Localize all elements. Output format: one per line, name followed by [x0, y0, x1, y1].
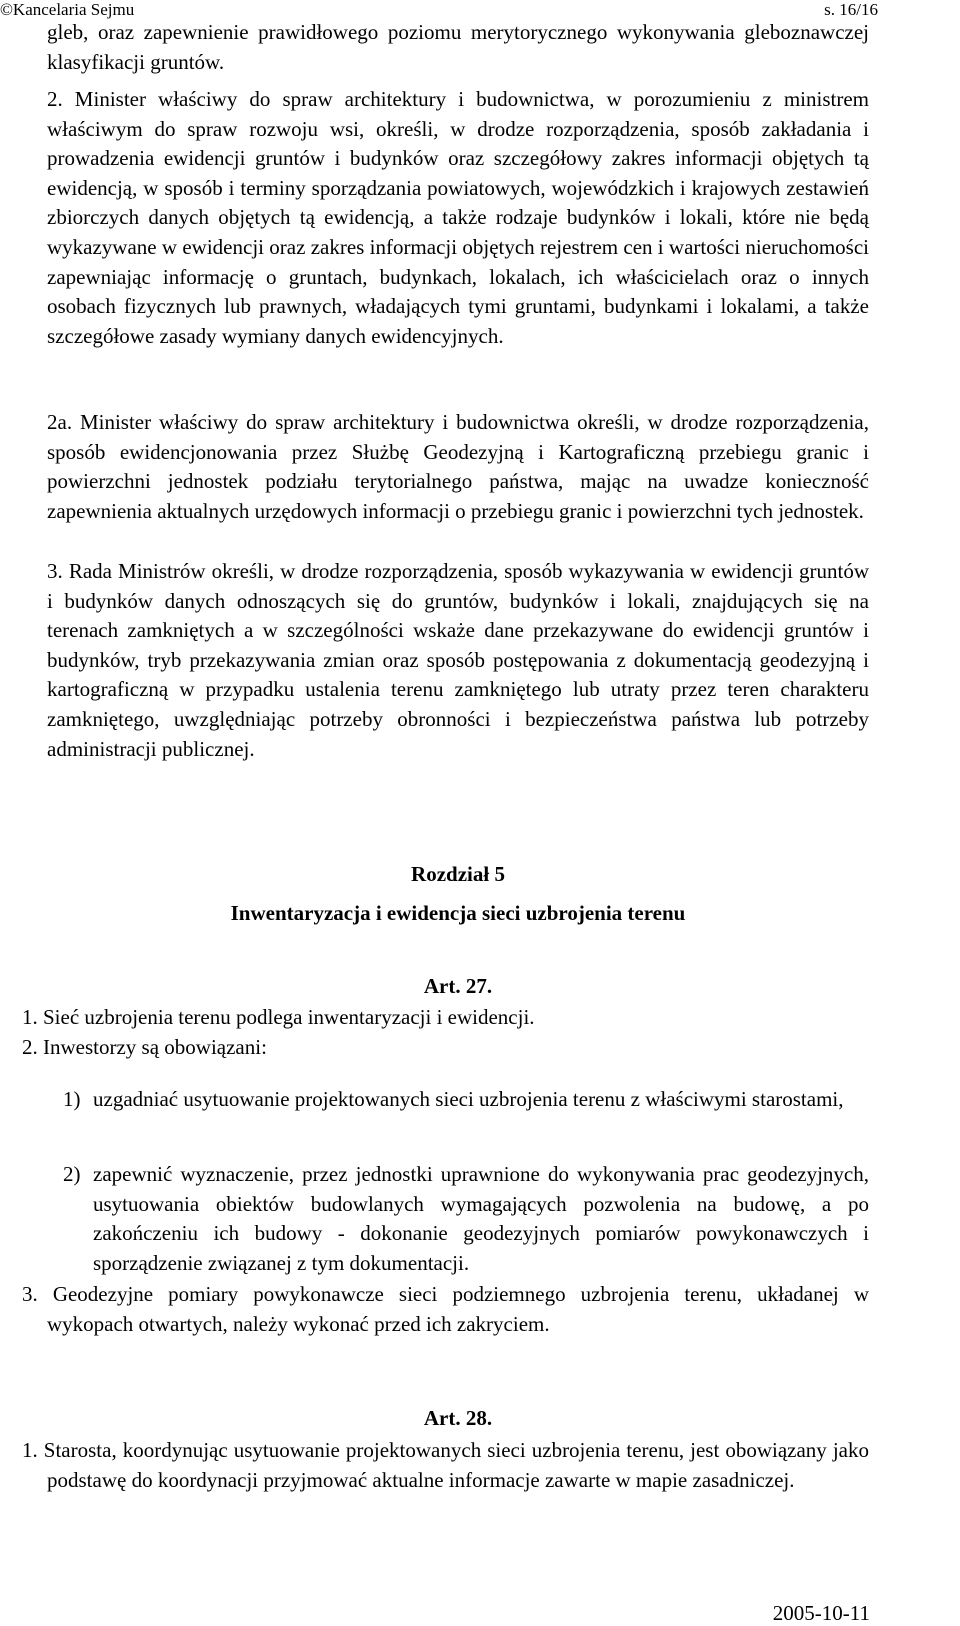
paragraph-2a: 2a. Minister właściwy do spraw architektury i budownictwa określi, w drodze rozporządzenia, sposób ewidencjonowania przez Służbę Geodezyjną i Kartograficzną przebiegu granic i powierzchni jednostek podziału terytorialnego państwa, mając na uwadze konieczność zapewnienia aktualnych urzędowych informacji o przebiegu granic i powierzchni tych jednostek. — [47, 410, 869, 523]
art-27-item-2-1: uzgadniać usytuowanie projektowanych sieci uzbrojenia terenu z właściwymi starostami, — [93, 1087, 844, 1111]
art-27-item-2-2-number: 2) — [63, 1162, 81, 1186]
chapter-title: Inwentaryzacja i ewidencja sieci uzbrojenia terenu — [230, 901, 686, 925]
art-27-item-1: 1. Sieć uzbrojenia terenu podlega inwentaryzacji i ewidencji. — [22, 1005, 535, 1029]
paragraph-2: 2. Minister właściwy do spraw architektury i budownictwa, w porozumieniu z ministrem właściwym do spraw rozwoju wsi, określi, w drodze rozporządzenia, sposób zakładania i prowadzenia ewidencji gruntów i budynków oraz szczegółowy zakres informacji objętych tą ewidencją, w sposób i terminy sporządzania powiatowych, wojewódzkich i krajowych zestawień zbiorczych danych objętych tą ewidencją, a także rodzaje budynków i lokali, które nie będą wykazywane w ewidencji oraz zakres informacji objętych rejestrem cen i wartości nieruchomości zapewniając informację o gruntach, budynkach, lokalach, ich właścicielach oraz o innych osobach fizycznych lub prawnych, władających tymi gruntami, budynkami i lokalami, a także szczegółowe zasady wymiany danych ewidencyjnych. — [47, 87, 869, 348]
paragraph-3: 3. Rada Ministrów określi, w drodze rozporządzenia, sposób wykazywania w ewidencji gruntów i budynków danych odnoszących się do gruntów, budynków i lokali, znajdujących się na terenach zamkniętych a w szczególności wskaże dane przekazywane do ewidencji gruntów i budynków, tryb przekazywania zmian oraz sposób postępowania z dokumentacją geodezyjną i kartograficzną w przypadku ustalenia terenu zamkniętego lub utraty przez teren charakteru zamkniętego, uwzględniając potrzeby obronności i bezpieczeństwa państwa lub potrzeby administracji publicznej. — [47, 559, 869, 761]
art-27-item-2-2: zapewnić wyznaczenie, przez jednostki uprawnione do wykonywania prac geodezyjnych, usytuowania obiektów budowlanych wymagających pozwolenia na budowę, a po zakończeniu ich budowy - dokonanie geodezyjnych pomiarów powykonawczych i sporządzenie związanej z tym dokumentacji. — [93, 1162, 869, 1275]
paragraph-continuation: gleb, oraz zapewnienie prawidłowego poziomu merytorycznego wykonywania gleboznawczej klasyfikacji gruntów. — [47, 20, 869, 74]
header-source: ©Kancelaria Sejmu — [0, 0, 135, 19]
art-27-item-3: 3. Geodezyjne pomiary powykonawcze sieci podziemnego uzbrojenia terenu, układanej w wykopach otwartych, należy wykonać przed ich zakryciem. — [22, 1282, 869, 1336]
art-28-heading: Art. 28. — [423, 1406, 493, 1430]
art-27-heading: Art. 27. — [423, 974, 493, 998]
footer-date: 2005-10-11 — [772, 1601, 870, 1625]
art-27-item-2-1-number: 1) — [63, 1087, 81, 1111]
header-page-number: s. 16/16 — [824, 0, 878, 19]
art-27-item-2: 2. Inwestorzy są obowiązani: — [22, 1035, 267, 1059]
art-28-item-1: 1. Starosta, koordynując usytuowanie projektowanych sieci uzbrojenia terenu, jest obowiązany jako podstawę do koordynacji przyjmować aktualne informacje zawarte w mapie zasadniczej. — [22, 1438, 869, 1492]
chapter-number: Rozdział 5 — [411, 862, 505, 886]
